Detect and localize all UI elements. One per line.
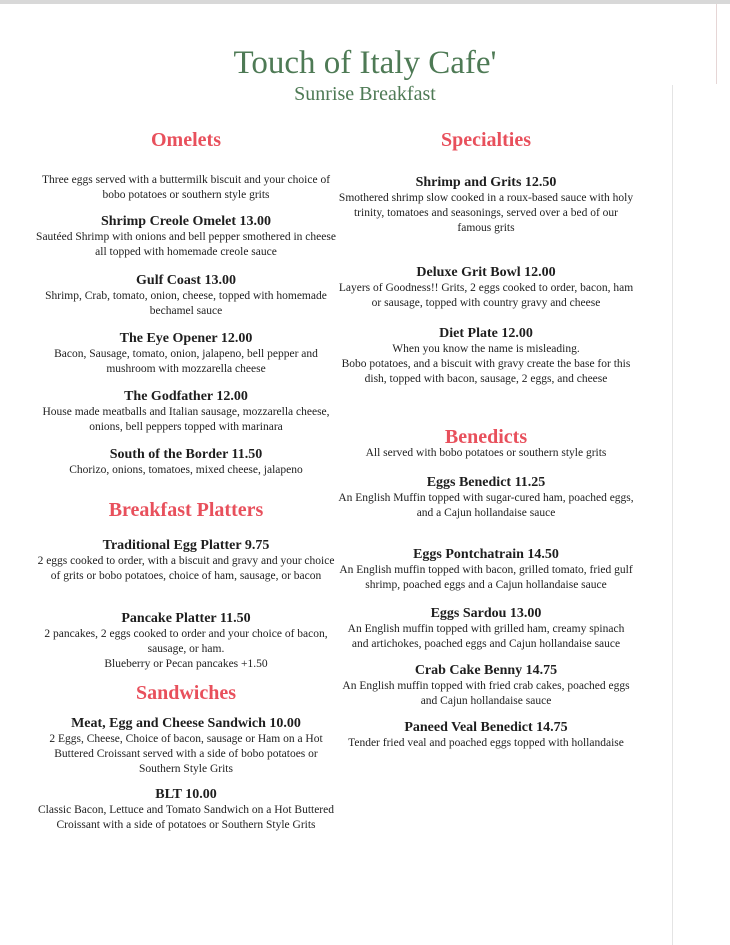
menu-item — [36, 388, 336, 435]
item-desc: 2 eggs cooked to order, with a biscuit and gravy and your choice of grits or bobo potatoes, choice of ham, sausage, or bacon — [37, 555, 335, 582]
menu-subtitle: Sunrise Breakfast — [294, 83, 436, 105]
item-extra: Bobo potatoes, and a biscuit with gravy create the base for this dish, topped with bacon, sausage, 2 eggs, and cheese — [341, 358, 631, 385]
menu-item — [338, 546, 634, 593]
right-column — [338, 0, 634, 945]
menu-item — [338, 474, 634, 521]
section-heading-benedicts: Benedicts — [444, 426, 528, 448]
item-desc: Bacon, Sausage, tomato, onion, jalapeno, bell pepper and mushroom with mozzarella cheese — [54, 348, 318, 375]
menu-title: Touch of Italy Cafe' — [233, 45, 497, 81]
section-heading-omelets: Omelets — [151, 129, 221, 151]
menu-item — [36, 537, 336, 584]
omelets-intro: Three eggs served with a buttermilk biscuit and your choice of bobo potatoes or southern style grits — [41, 174, 331, 201]
item-desc: Smothered shrimp slow cooked in a roux-based sauce with holy trinity, tomatoes and seasonings, served over a bed of our famous grits — [338, 192, 634, 234]
item-name: Shrimp and Grits 12.50 — [415, 175, 557, 190]
section-heading-specialties: Specialties — [441, 129, 531, 151]
item-desc: Shrimp, Crab, tomato, onion, cheese, topped with homemade bechamel sauce — [45, 290, 327, 317]
menu-item — [338, 264, 634, 311]
menu-item — [36, 213, 336, 260]
item-desc: Layers of Goodness!! Grits, 2 eggs cooked to order, bacon, ham or sausage, topped with country gravy and cheese — [338, 282, 634, 309]
menu-item — [36, 715, 336, 777]
item-name: The Eye Opener 12.00 — [119, 331, 253, 346]
item-desc: When you know the name is misleading. — [392, 343, 580, 355]
menu-item — [338, 662, 634, 709]
menu-item — [36, 272, 336, 319]
left-column — [36, 0, 336, 945]
item-name: Paneed Veal Benedict 14.75 — [404, 720, 568, 735]
item-desc: Sautéed Shrimp with onions and bell pepper smothered in cheese all topped with homemade creole sauce — [36, 231, 336, 258]
item-desc: Classic Bacon, Lettuce and Tomato Sandwich on a Hot Buttered Croissant with a side of potatoes or Southern Style Grits — [38, 804, 334, 831]
item-name: South of the Border 11.50 — [109, 447, 263, 462]
item-name: BLT 10.00 — [155, 787, 217, 802]
menu-item — [338, 719, 634, 751]
item-name: Eggs Sardou 13.00 — [430, 606, 542, 621]
page-right-edge — [672, 85, 673, 945]
item-name: Shrimp Creole Omelet 13.00 — [100, 214, 272, 229]
benedicts-intro: All served with bobo potatoes or southern style grits — [365, 447, 607, 459]
item-desc: An English muffin topped with fried crab cakes, poached eggs and Cajun hollandaise sauce — [342, 680, 630, 707]
menu-item — [36, 786, 336, 833]
menu-item — [36, 610, 336, 672]
item-name: Eggs Benedict 11.25 — [426, 475, 546, 490]
section-heading-sandwiches: Sandwiches — [135, 682, 237, 704]
item-name: Deluxe Grit Bowl 12.00 — [416, 265, 556, 280]
menu-item — [338, 325, 634, 387]
item-name: Meat, Egg and Cheese Sandwich 10.00 — [71, 716, 301, 731]
item-name: Traditional Egg Platter 9.75 — [102, 538, 270, 553]
item-desc: An English muffin topped with bacon, grilled tomato, fried gulf shrimp, poached eggs and a Cajun hollandaise sauce — [339, 564, 633, 591]
item-name: Pancake Platter 11.50 — [121, 611, 251, 626]
item-extra: Blueberry or Pecan pancakes +1.50 — [104, 658, 268, 670]
item-name: Crab Cake Benny 14.75 — [414, 663, 558, 678]
item-desc: Tender fried veal and poached eggs topped with hollandaise — [348, 737, 624, 749]
item-name: The Godfather 12.00 — [124, 389, 248, 404]
item-name: Eggs Pontchatrain 14.50 — [413, 547, 559, 562]
item-desc: House made meatballs and Italian sausage, mozzarella cheese, onions, bell peppers topped with marinara — [42, 406, 330, 433]
menu-item — [338, 174, 634, 236]
item-desc: Chorizo, onions, tomatoes, mixed cheese, jalapeno — [69, 464, 303, 476]
item-desc: 2 Eggs, Cheese, Choice of bacon, sausage or Ham on a Hot Buttered Croissant served with a side of bobo potatoes or Southern Style Grits — [49, 733, 323, 775]
menu-item — [36, 330, 336, 377]
item-desc: An English Muffin topped with sugar-cured ham, poached eggs, and a Cajun hollandaise sauce — [338, 492, 634, 519]
item-desc: An English muffin topped with grilled ham, creamy spinach and artichokes, poached eggs and Cajun hollandaise sauce — [347, 623, 625, 650]
menu-item — [338, 605, 634, 652]
item-name: Diet Plate 12.00 — [439, 326, 533, 341]
section-heading-platters: Breakfast Platters — [108, 499, 264, 521]
item-name: Gulf Coast 13.00 — [136, 273, 236, 288]
item-desc: 2 pancakes, 2 eggs cooked to order and your choice of bacon, sausage, or ham. — [44, 628, 328, 655]
menu-item — [36, 446, 336, 478]
